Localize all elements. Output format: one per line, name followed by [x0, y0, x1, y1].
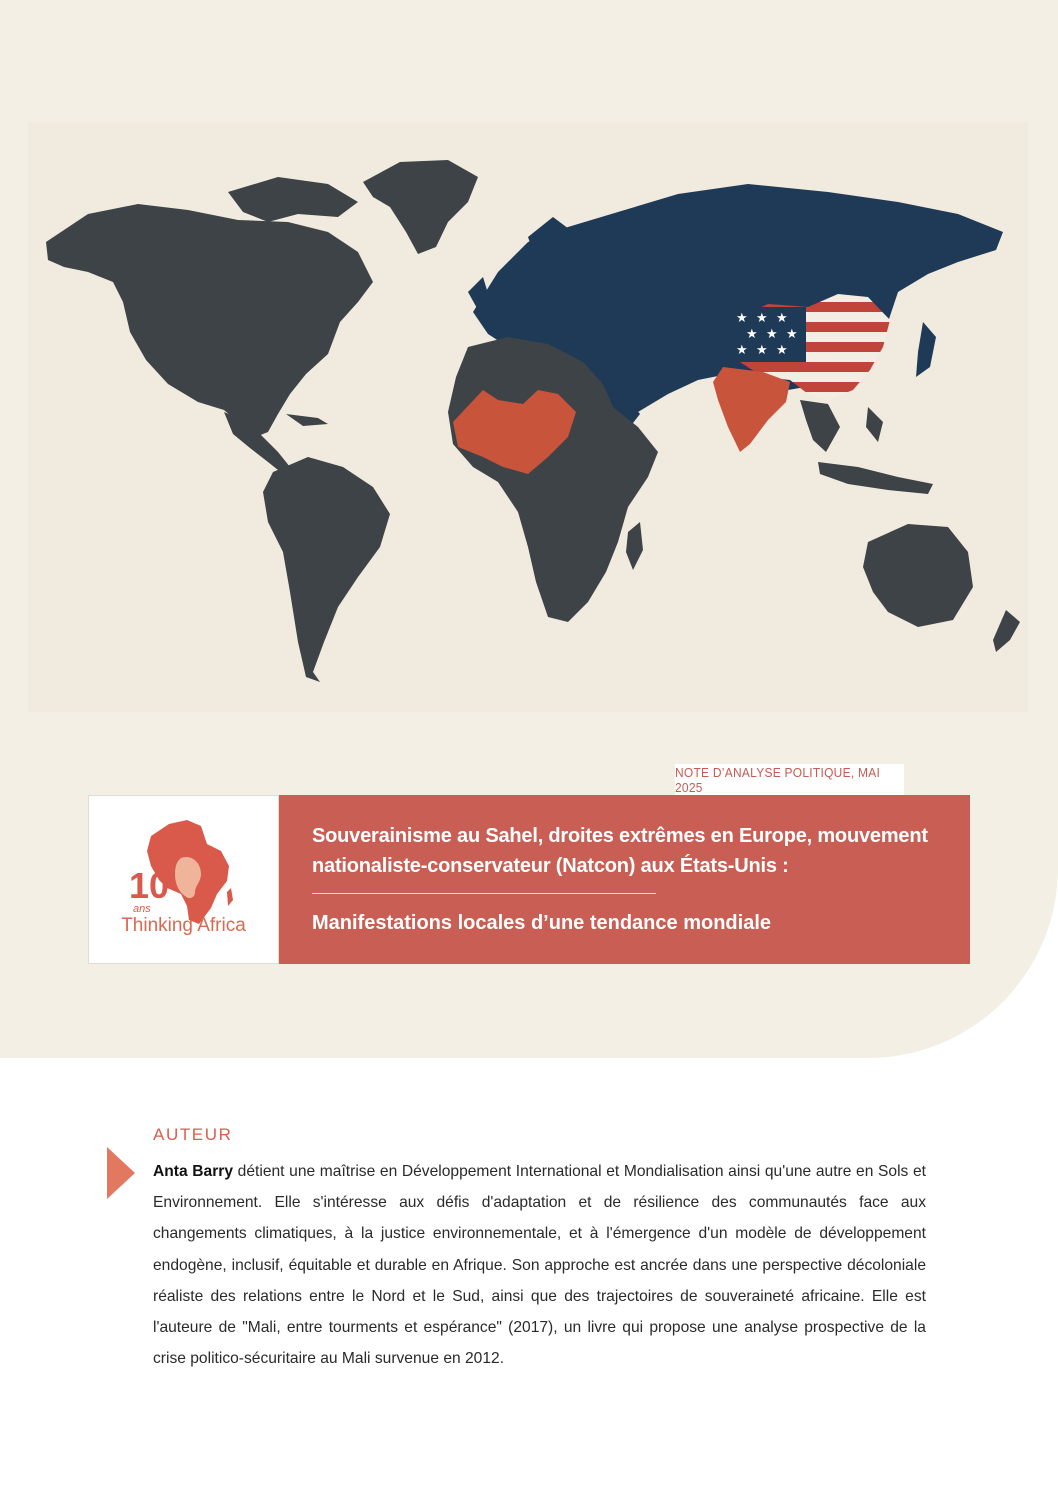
svg-text:★: ★: [766, 327, 778, 342]
logo-org-name: Thinking Africa: [121, 915, 246, 936]
map-indonesia: [818, 462, 933, 494]
author-bio: [153, 1156, 926, 1374]
madagascar-mark-icon: [227, 888, 233, 906]
svg-text:★: ★: [746, 327, 758, 342]
svg-text:★: ★: [756, 343, 768, 358]
logo-anniversary-number: 10: [129, 865, 170, 906]
map-north-america: [46, 204, 373, 440]
author-bio-text: détient une maîtrise en Développement International et Mondialisation ainsi qu'une autre en Sols et Environnement. Elle s'intéresse aux défis d'adaptation et de résilience des communautés face aux changements climatiques, à la justice environnementale, et à l'émergence d'un modèle de développement endogène, inclusif, équitable et durable en Afrique. Son approche est ancrée dans une perspective décoloniale réaliste des relations entre le Nord et le Sud, ainsi que des trajectoires de souveraineté africaine. Elle est l'auteure de "Mali, entre tourments et espérance" (2017), un livre qui propose une analyse prospective de la crise politico-sécuritaire au Mali survenue en 2012.: [153, 1163, 927, 1368]
map-caribbean: [286, 414, 328, 426]
svg-text:★: ★: [756, 311, 768, 326]
map-south-america: [263, 457, 390, 682]
map-new-zealand: [993, 610, 1020, 652]
map-greenland: [363, 160, 478, 254]
map-philippines: [866, 407, 883, 442]
map-southeast-asia: [800, 400, 840, 452]
map-australia: [863, 524, 973, 627]
title-banner: [279, 795, 970, 964]
world-map: [28, 122, 1028, 712]
map-arctic-islands: [228, 177, 358, 222]
map-japan: [916, 322, 936, 377]
map-india: [713, 367, 790, 452]
thinking-africa-logo: [88, 795, 279, 964]
svg-text:★: ★: [786, 327, 798, 342]
svg-text:★: ★: [736, 311, 748, 326]
arrow-marker-icon: [107, 1147, 135, 1199]
document-subtitle: Manifestations locales d’une tendance mondiale: [312, 912, 771, 934]
author-heading: AUTEUR: [153, 1125, 233, 1144]
svg-text:★: ★: [776, 343, 788, 358]
document-title: Souverainisme au Sahel, droites extrêmes en Europe, mouvement nationaliste-conservateur (Natcon) aux États-Unis :: [312, 825, 928, 877]
note-type-label: NOTE D’ANALYSE POLITIQUE, MAI 2025: [675, 764, 904, 796]
logo-ans-label: ans: [133, 903, 151, 915]
map-madagascar: [626, 522, 643, 570]
svg-text:★: ★: [736, 343, 748, 358]
title-divider: [312, 893, 656, 894]
author-name: Anta Barry: [153, 1163, 234, 1180]
svg-text:★: ★: [776, 311, 788, 326]
